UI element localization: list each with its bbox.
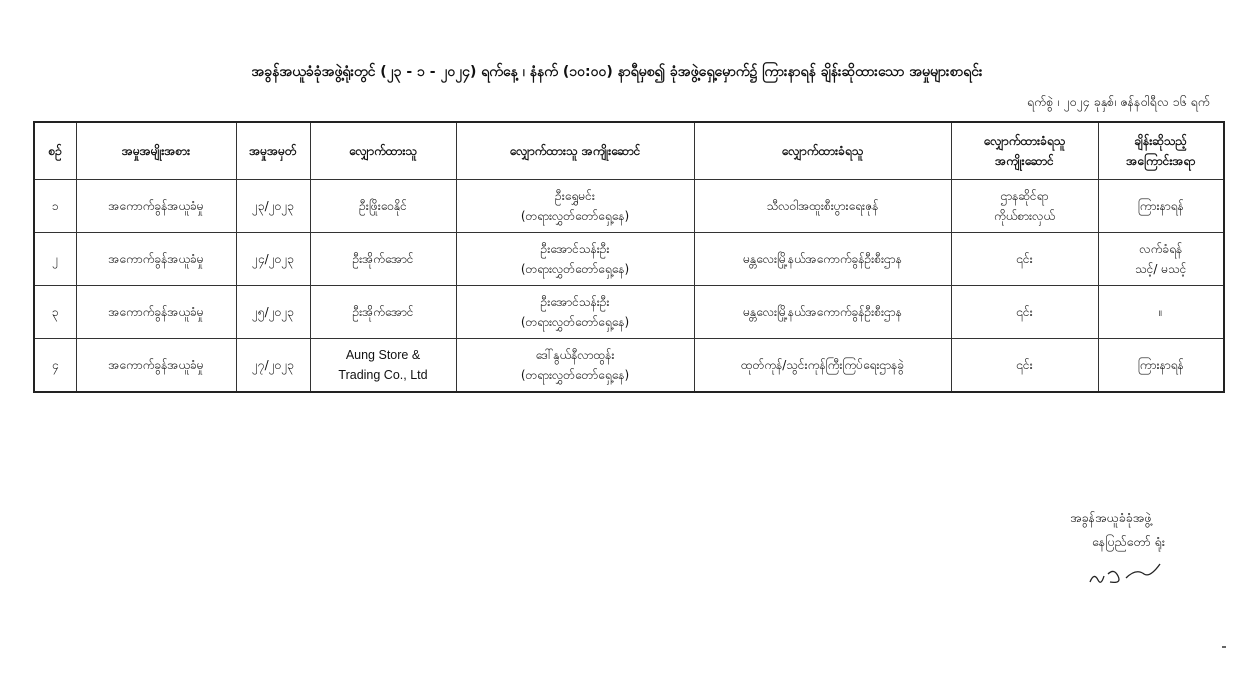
table-row: [34, 286, 1224, 339]
cell-appellant-line: Trading Co., Ltd: [338, 368, 428, 382]
cell-no: ၂: [34, 233, 76, 286]
header-reason: [1098, 122, 1224, 180]
cell-respondent: သီလဝါအထူးစီးပွားရေးဇုန်: [694, 180, 951, 233]
cell-appellant-rep: [456, 339, 694, 393]
cell-reason: [1098, 180, 1224, 233]
cell-appellant-rep-line: (တရားလွှတ်တော်ရှေ့နေ): [520, 209, 630, 223]
table-row: [34, 180, 1224, 233]
cell-appellant: [310, 339, 456, 393]
cell-reason: [1098, 233, 1224, 286]
cell-appellant-line: Aung Store &: [345, 348, 421, 362]
cell-respondent-rep: [951, 233, 1098, 286]
header-no: စဉ်: [34, 122, 76, 180]
cell-respondent-rep: [951, 286, 1098, 339]
cell-appellant-line: ဦးအိုက်အောင်: [352, 252, 414, 266]
cell-respondent-rep-line: ဌာနဆိုင်ရာ: [1000, 189, 1049, 203]
table-row: [34, 233, 1224, 286]
cell-appellant-rep: [456, 286, 694, 339]
cell-appellant-rep: [456, 180, 694, 233]
cell-respondent-rep-line: ၎င်း: [1016, 305, 1033, 319]
cell-reason-line: ကြားနာရန်: [1137, 358, 1184, 372]
cell-case-no: ၂၃/၂၀၂၃: [236, 180, 310, 233]
cell-no: ၃: [34, 286, 76, 339]
cell-reason-line: လက်ခံရန်: [1139, 242, 1183, 256]
header-appellant-rep: လျှောက်ထားသူ အကျိုးဆောင်: [456, 122, 694, 180]
cell-appellant-rep-line: ဦးရွှေမင်း: [555, 189, 595, 203]
cell-no: ၁: [34, 180, 76, 233]
cell-case-no: ၂၇/၂၀၂၃: [236, 339, 310, 393]
cell-reason-line: ကြားနာရန်: [1137, 199, 1184, 213]
cell-case-no: ၂၅/၂၀၂၃: [236, 286, 310, 339]
signature-location: နေပြည်တော် ရုံး: [1092, 534, 1165, 549]
cell-respondent-rep-line: ကိုယ်စားလှယ်: [993, 209, 1056, 223]
cell-case-type: အကောက်ခွန်အယူခံမှု: [76, 339, 236, 393]
cell-appellant-rep: [456, 233, 694, 286]
header-case-no: အမှုအမှတ်: [236, 122, 310, 180]
cell-respondent: မန္တလေးမြို့နယ်အကောက်ခွန်ဦးစီးဌာန: [694, 233, 951, 286]
cell-appellant-rep-line: ဒေါ်နွယ်နီလာထွန်း: [535, 348, 615, 362]
header-respondent-rep-line1: လျှောက်ထားခံရသူ: [983, 134, 1066, 148]
cell-appellant: [310, 180, 456, 233]
cell-appellant-rep-line: ဦးအောင်သန်းဦး: [540, 295, 610, 309]
cell-appellant: [310, 286, 456, 339]
header-appellant: လျှောက်ထားသူ: [310, 122, 456, 180]
header-case-type: အမှုအမျိုးအစား: [76, 122, 236, 180]
table-row: [34, 339, 1224, 393]
cell-appellant-rep-line: (တရားလွှတ်တော်ရှေ့နေ): [520, 368, 630, 382]
cell-appellant-rep-line: (တရားလွှတ်တော်ရှေ့နေ): [520, 315, 630, 329]
signature-block: [1070, 506, 1165, 554]
cell-respondent-rep: [951, 180, 1098, 233]
cell-appellant: [310, 233, 456, 286]
cell-appellant-line: ဦးအိုက်အောင်: [352, 305, 414, 319]
cell-respondent: မန္တလေးမြို့နယ်အကောက်ခွန်ဦးစီးဌာန: [694, 286, 951, 339]
hearing-list-table: [33, 121, 1225, 393]
cell-appellant-line: ဦးဖြိုးဝေနိုင်: [359, 199, 407, 213]
handwritten-signature: [1086, 560, 1176, 590]
date-line: ရက်စွဲ ၊ ၂၀၂၄ ခုနှစ်၊ ဇန်နဝါရီလ ၁၆ ရက်: [1026, 94, 1210, 109]
cell-respondent-rep: [951, 339, 1098, 393]
cell-respondent: ထုတ်ကုန်/သွင်းကုန်ကြီးကြပ်ရေးဌာနခွဲ: [694, 339, 951, 393]
cell-reason: [1098, 286, 1224, 339]
cell-no: ၄: [34, 339, 76, 393]
cell-case-type: အကောက်ခွန်အယူခံမှု: [76, 233, 236, 286]
signature-office: အခွန်အယူခံခုံအဖွဲ့: [1070, 510, 1152, 525]
table-body: [34, 180, 1224, 393]
cell-case-type: အကောက်ခွန်အယူခံမှု: [76, 286, 236, 339]
cell-reason-line: သင့်/ မသင့်: [1135, 262, 1187, 276]
cell-respondent-rep-line: ၎င်း: [1016, 358, 1033, 372]
cell-appellant-rep-line: ဦးအောင်သန်းဦး: [540, 242, 610, 256]
cell-case-type: အကောက်ခွန်အယူခံမှု: [76, 180, 236, 233]
header-reason-line2: အကြောင်းအရာ: [1126, 154, 1196, 168]
header-respondent-rep-line2: အကျိုးဆောင်: [995, 154, 1054, 168]
header-respondent-rep: [951, 122, 1098, 180]
scan-speck: [1222, 646, 1226, 648]
header-reason-line1: ချိန်းဆိုသည့်: [1134, 134, 1188, 148]
table-header-row: [34, 122, 1224, 180]
page-title: အခွန်အယူခံခုံအဖွဲ့ရုံးတွင် (၂၃ - ၁ - ၂၀၂၄) ရက်နေ့ ၊ နံနက် (၁၀:၀၀) နာရီမှစ၍ ခုံအဖွဲ့ရှေ့မှောက်၌ ကြားနာရန် ချိန်းဆိုထားသော အမှုများစာရင်း: [251, 64, 983, 80]
cell-case-no: ၂၄/၂၀၂၃: [236, 233, 310, 286]
cell-reason-line: ။: [1158, 305, 1163, 319]
header-respondent: လျှောက်ထားခံရသူ: [694, 122, 951, 180]
cell-appellant-rep-line: (တရားလွှတ်တော်ရှေ့နေ): [520, 262, 630, 276]
cell-reason: [1098, 339, 1224, 393]
cell-respondent-rep-line: ၎င်း: [1016, 252, 1033, 266]
